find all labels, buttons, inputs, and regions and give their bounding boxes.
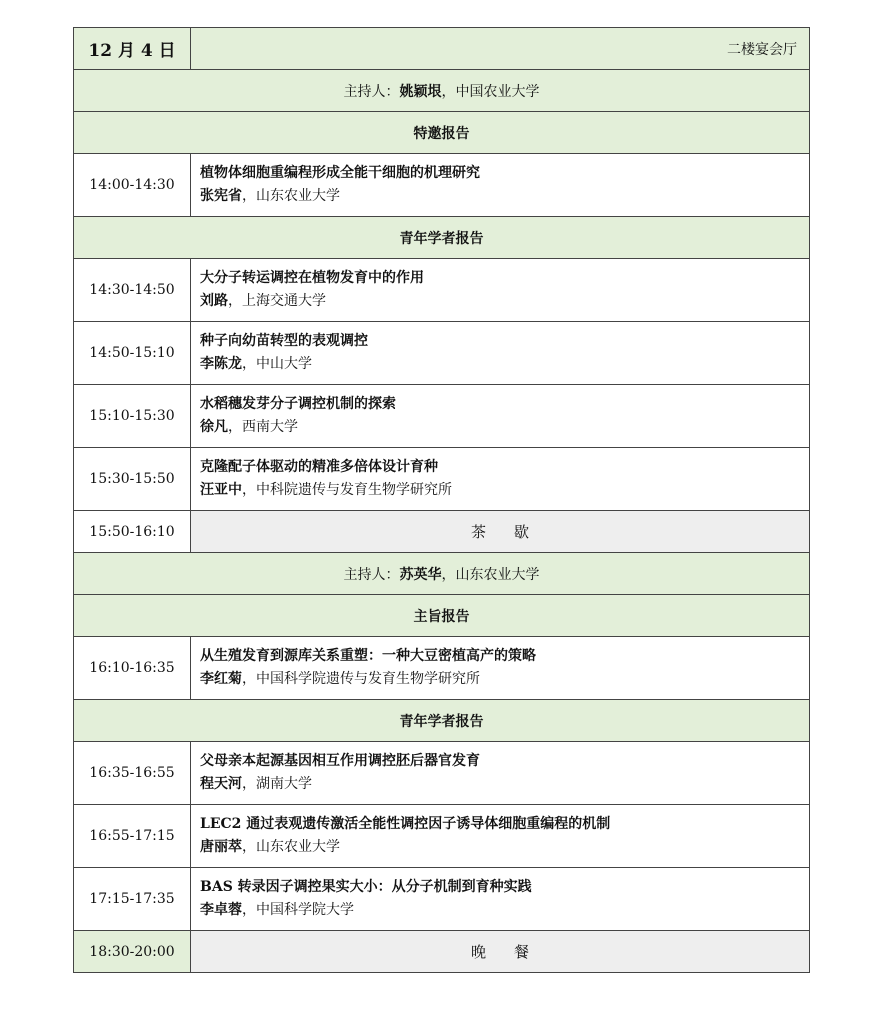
section-row: [74, 112, 810, 154]
talk-speaker: 徐凡: [200, 419, 228, 435]
talk-speaker: 刘路: [200, 293, 228, 309]
talk-cell: [191, 154, 810, 217]
venue-cell: 二楼宴会厅: [191, 28, 810, 70]
header-row: [74, 28, 810, 70]
break-row: [74, 511, 810, 553]
talk-speaker-line: [200, 668, 809, 691]
chair-affiliation: 中国农业大学: [455, 83, 540, 100]
talk-title: 植物体细胞重编程形成全能干细胞的机理研究: [200, 165, 480, 181]
section-heading: 特邀报告: [74, 112, 810, 154]
talk-title: 克隆配子体驱动的精准多倍体设计育种: [200, 459, 438, 475]
talk-title: BAS 转录因子调控果实大小：从分子机制到育种实践: [200, 879, 532, 895]
talk-speaker-line: [200, 290, 809, 313]
talk-title: 父母亲本起源基因相互作用调控胚后器官发育: [200, 753, 480, 769]
talk-row: [74, 154, 810, 217]
section-heading: 青年学者报告: [74, 217, 810, 259]
talk-time: 16:10-16:35: [74, 637, 191, 700]
talk-title: 从生殖发育到源库关系重塑：一种大豆密植高产的策略: [200, 648, 536, 664]
talk-title: 水稻穗发芽分子调控机制的探索: [200, 396, 396, 412]
talk-affiliation: 山东农业大学: [256, 839, 340, 855]
talk-row: [74, 322, 810, 385]
talk-title: 种子向幼苗转型的表观调控: [200, 333, 368, 349]
talk-time: 14:00-14:30: [74, 154, 191, 217]
talk-cell: [191, 742, 810, 805]
section-row: [74, 595, 810, 637]
talk-speaker: 李卓蓉: [200, 902, 242, 918]
talk-affiliation: 中国科学院大学: [256, 902, 354, 918]
schedule-table: [73, 27, 810, 973]
chair-row: [74, 70, 810, 112]
talk-row: [74, 448, 810, 511]
talk-sep: ，: [228, 419, 242, 435]
section-row: [74, 700, 810, 742]
chair-prefix: 主持人：: [343, 83, 400, 100]
talk-speaker-line: [200, 773, 809, 796]
chair-sep: ，: [441, 566, 456, 583]
talk-sep: ，: [242, 671, 256, 687]
talk-speaker: 汪亚中: [200, 482, 242, 498]
talk-time: 17:15-17:35: [74, 868, 191, 931]
talk-affiliation: 湖南大学: [256, 776, 312, 792]
talk-row: [74, 385, 810, 448]
talk-row: [74, 805, 810, 868]
tea-break-label: 茶歇: [191, 511, 810, 553]
talk-speaker-line: [200, 479, 809, 502]
date-cell: 12 月 4 日: [74, 28, 191, 70]
chair-sep: ，: [441, 83, 456, 100]
chair-prefix: 主持人：: [343, 566, 400, 583]
talk-row: [74, 637, 810, 700]
talk-affiliation: 中山大学: [256, 356, 312, 372]
chair-name: 苏英华: [399, 566, 442, 583]
talk-speaker: 张宪省: [200, 188, 242, 204]
talk-affiliation: 上海交通大学: [242, 293, 326, 309]
talk-cell: [191, 322, 810, 385]
talk-time: 16:55-17:15: [74, 805, 191, 868]
talk-time: 16:35-16:55: [74, 742, 191, 805]
talk-title: LEC2 通过表观遗传激活全能性调控因子诱导体细胞重编程的机制: [200, 816, 611, 832]
section-row: [74, 217, 810, 259]
talk-sep: ，: [228, 293, 242, 309]
talk-speaker-line: [200, 416, 809, 439]
talk-cell: [191, 259, 810, 322]
talk-speaker-line: [200, 185, 809, 208]
talk-speaker-line: [200, 899, 809, 922]
talk-affiliation: 中国科学院遗传与发育生物学研究所: [256, 671, 480, 687]
talk-affiliation: 西南大学: [242, 419, 298, 435]
dinner-label: 晚餐: [191, 931, 810, 973]
talk-sep: ，: [242, 356, 256, 372]
talk-cell: [191, 805, 810, 868]
talk-affiliation: 山东农业大学: [256, 188, 340, 204]
talk-speaker: 程天河: [200, 776, 242, 792]
talk-row: [74, 259, 810, 322]
talk-row: [74, 742, 810, 805]
talk-speaker-line: [200, 836, 809, 859]
talk-time: 15:10-15:30: [74, 385, 191, 448]
chair-row: [74, 553, 810, 595]
talk-speaker: 李陈龙: [200, 356, 242, 372]
break-time: 15:50-16:10: [74, 511, 191, 553]
talk-time: 14:30-14:50: [74, 259, 191, 322]
talk-sep: ，: [242, 776, 256, 792]
talk-cell: [191, 868, 810, 931]
talk-row: [74, 868, 810, 931]
talk-sep: ，: [242, 482, 256, 498]
talk-cell: [191, 637, 810, 700]
talk-sep: ，: [242, 839, 256, 855]
talk-speaker: 唐丽萃: [200, 839, 242, 855]
talk-sep: ，: [242, 188, 256, 204]
talk-cell: [191, 448, 810, 511]
chair-affiliation: 山东农业大学: [455, 566, 540, 583]
chair-cell: [74, 70, 810, 112]
section-heading: 青年学者报告: [74, 700, 810, 742]
chair-cell: [74, 553, 810, 595]
section-heading: 主旨报告: [74, 595, 810, 637]
talk-time: 14:50-15:10: [74, 322, 191, 385]
talk-sep: ，: [242, 902, 256, 918]
talk-affiliation: 中科院遗传与发育生物学研究所: [256, 482, 452, 498]
talk-time: 15:30-15:50: [74, 448, 191, 511]
talk-cell: [191, 385, 810, 448]
talk-speaker: 李红菊: [200, 671, 242, 687]
talk-title: 大分子转运调控在植物发育中的作用: [200, 270, 424, 286]
talk-speaker-line: [200, 353, 809, 376]
chair-name: 姚颖垠: [399, 83, 442, 100]
break-row: [74, 931, 810, 973]
break-time: 18:30-20:00: [74, 931, 191, 973]
